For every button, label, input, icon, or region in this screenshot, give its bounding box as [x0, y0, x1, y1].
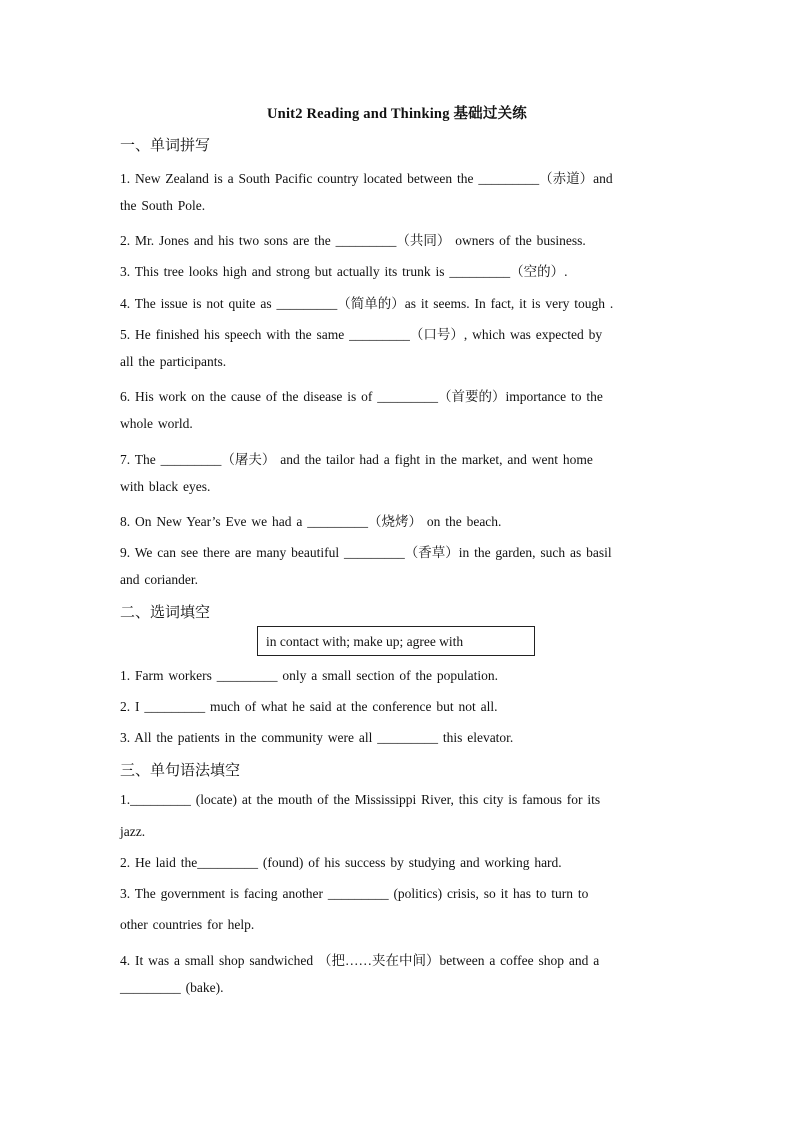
- section-heading-grammar: 三、单句语法填空: [120, 761, 241, 779]
- exercise-line: with black eyes.: [120, 479, 211, 494]
- exercise-line: 4. It was a small shop sandwiched （把……夹在中间）between a coffee shop and a: [120, 953, 600, 968]
- exercise-line: 7. The _________（屠夫） and the tailor had a fight in the market, and went home: [120, 452, 593, 467]
- exercise-line: 2. I _________ much of what he said at the conference but not all.: [120, 699, 498, 714]
- section-heading-word-choice: 二、选词填空: [120, 603, 211, 621]
- exercise-line: and coriander.: [120, 572, 198, 587]
- page-title: Unit2 Reading and Thinking 基础过关练: [267, 106, 527, 122]
- exercise-line: 4. The issue is not quite as _________（简单的）as it seems. In fact, it is very tough .: [120, 296, 614, 311]
- exercise-line: 9. We can see there are many beautiful _________（香草）in the garden, such as basil: [120, 545, 612, 560]
- exercise-line: 1._________ (locate) at the mouth of the Mississippi River, this city is famous for its: [120, 792, 601, 807]
- exercise-line: jazz.: [120, 824, 146, 839]
- exercise-line: 2. He laid the_________ (found) of his success by studying and working hard.: [120, 855, 562, 870]
- exercise-line: 3. All the patients in the community were all _________ this elevator.: [120, 730, 514, 745]
- exercise-line: 6. His work on the cause of the disease is of _________（首要的）importance to the: [120, 389, 603, 404]
- exercise-line: 8. On New Year’s Eve we had a _________（烧烤） on the beach.: [120, 514, 502, 529]
- exercise-line: _________ (bake).: [120, 980, 224, 995]
- exercise-line: whole world.: [120, 416, 193, 431]
- exercise-line: 5. He finished his speech with the same _________（口号）, which was expected by: [120, 327, 603, 342]
- exercise-line: all the participants.: [120, 354, 227, 369]
- exercise-line: 3. The government is facing another _________ (politics) crisis, so it has to turn to: [120, 886, 589, 901]
- exercise-line: 1. New Zealand is a South Pacific country located between the _________（赤道）and: [120, 171, 613, 186]
- exercise-line: other countries for help.: [120, 917, 255, 932]
- exercise-line: 3. This tree looks high and strong but actually its trunk is _________（空的）.: [120, 264, 568, 279]
- exercise-line: 2. Mr. Jones and his two sons are the _________（共同） owners of the business.: [120, 233, 586, 248]
- exercise-line: the South Pole.: [120, 198, 206, 213]
- section-heading-spelling: 一、单词拼写: [120, 136, 211, 154]
- word-bank-box: in contact with; make up; agree with: [257, 626, 535, 656]
- exercise-line: 1. Farm workers _________ only a small section of the population.: [120, 668, 498, 683]
